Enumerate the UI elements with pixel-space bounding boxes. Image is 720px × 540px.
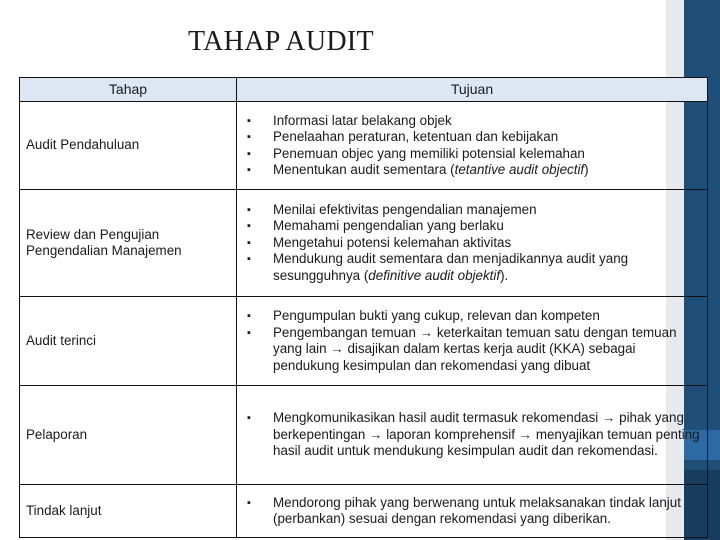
stage-cell: Tindak lanjut (20, 485, 237, 538)
square-bullet-icon: ▪ (247, 164, 251, 176)
stage-cell: Audit terinci (20, 297, 237, 386)
list-item-text: Mendorong pihak yang berwenang untuk melaksanakan tindak lanjut (perbankan) sesuai dengan rekomendasi yang diberikan. (273, 494, 681, 526)
list-item (237, 495, 701, 528)
list-item-text: keterkaitan temuan satu dengan temuan yang lain (273, 324, 677, 356)
square-bullet-icon: ▪ (247, 253, 251, 266)
square-bullet-icon: ▪ (247, 114, 251, 127)
goal-cell (237, 297, 708, 386)
square-bullet-icon: ▪ (247, 310, 251, 322)
square-bullet-icon: ▪ (247, 147, 251, 160)
goal-list (237, 410, 701, 460)
list-item-text: menyajikan temuan penting hasil audit untuk mendukung kesimpulan audit dan rekomendasi. (273, 426, 700, 459)
square-bullet-icon: ▪ (247, 203, 251, 216)
table-row (20, 386, 708, 485)
list-item-text: pihak yang berkepentingan (273, 410, 684, 442)
list-item (237, 325, 701, 375)
goal-list (237, 308, 701, 374)
list-item-text: Pengumpulan bukti yang cukup, relevan dan kompeten (273, 308, 600, 323)
list-item (237, 251, 701, 284)
column-header-stage (20, 78, 237, 102)
goal-cell (237, 485, 708, 538)
list-item-text: Mengkomunikasikan hasil audit termasuk rekomendasi (273, 410, 599, 426)
list-item (237, 113, 701, 130)
list-item (237, 218, 701, 235)
audit-stages-table (19, 77, 708, 538)
goal-cell (237, 102, 708, 190)
column-header-goal (237, 78, 708, 102)
list-item (237, 129, 701, 146)
list-item-text: Informasi latar belakang objek (273, 112, 452, 128)
square-bullet-icon: ▪ (247, 326, 251, 339)
italic-term: definitive audit objektif (368, 267, 501, 283)
list-item-text: Menilai efektivitas pengendalian manajemen (273, 201, 537, 217)
list-item (237, 308, 701, 325)
table-row (20, 102, 708, 190)
list-item-text: Menentukan audit sementara ( (273, 162, 455, 177)
right-arrow-icon: → (518, 426, 533, 442)
list-item-text: Penemuan objec yang memiliki potensial kelemahan (273, 145, 585, 161)
list-item-text: ). (500, 267, 509, 283)
list-item (237, 146, 701, 163)
list-item-text: ) (584, 162, 589, 177)
stage-cell: Pelaporan (20, 386, 237, 485)
list-item-text: Mendukung audit sementara dan menjadikannya audit yang sesungguhnya ( (273, 251, 629, 283)
italic-term: tetantive audit objectif (454, 162, 585, 177)
list-item-text: disajikan dalam kertas kerja audit (KKA) sebagai pendukung kesimpulan dan rekomendasi yang dibuat (273, 341, 636, 373)
table-row (20, 190, 708, 297)
right-arrow-icon: → (419, 324, 434, 340)
goal-list (237, 202, 701, 285)
column-header-stage-label: Tahap (108, 81, 148, 98)
square-bullet-icon: ▪ (247, 496, 251, 509)
column-header-goal-label: Tujuan (450, 81, 494, 98)
stage-cell: Audit Pendahuluan (20, 102, 237, 190)
list-item-text: Mengetahui potensi kelemahan aktivitas (273, 234, 512, 250)
list-item (237, 410, 701, 460)
stage-cell: Review dan Pengujian Pengendalian Manajemen (20, 190, 237, 297)
goal-cell (237, 190, 708, 297)
list-item (237, 235, 701, 252)
right-arrow-icon: → (602, 410, 616, 426)
square-bullet-icon: ▪ (247, 131, 251, 143)
table-header-row (20, 78, 708, 102)
list-item-text: laporan komprehensif (386, 426, 515, 442)
list-item (237, 202, 701, 219)
slide-title: TAHAP AUDIT (188, 26, 374, 57)
square-bullet-icon: ▪ (247, 412, 251, 425)
square-bullet-icon: ▪ (247, 220, 251, 233)
square-bullet-icon: ▪ (247, 236, 251, 249)
goal-list (237, 495, 701, 528)
goal-list (237, 113, 701, 179)
list-item-text: Memahami pengendalian yang berlaku (273, 218, 504, 234)
list-item-text: Penelaahan peraturan, ketentuan dan kebijakan (273, 129, 559, 144)
goal-cell (237, 386, 708, 485)
table-row (20, 485, 708, 538)
list-item (237, 162, 701, 179)
table-row (20, 297, 708, 386)
list-item-text: Pengembangan temuan (273, 324, 416, 340)
right-arrow-icon: → (369, 426, 383, 442)
right-arrow-icon: → (330, 341, 344, 356)
